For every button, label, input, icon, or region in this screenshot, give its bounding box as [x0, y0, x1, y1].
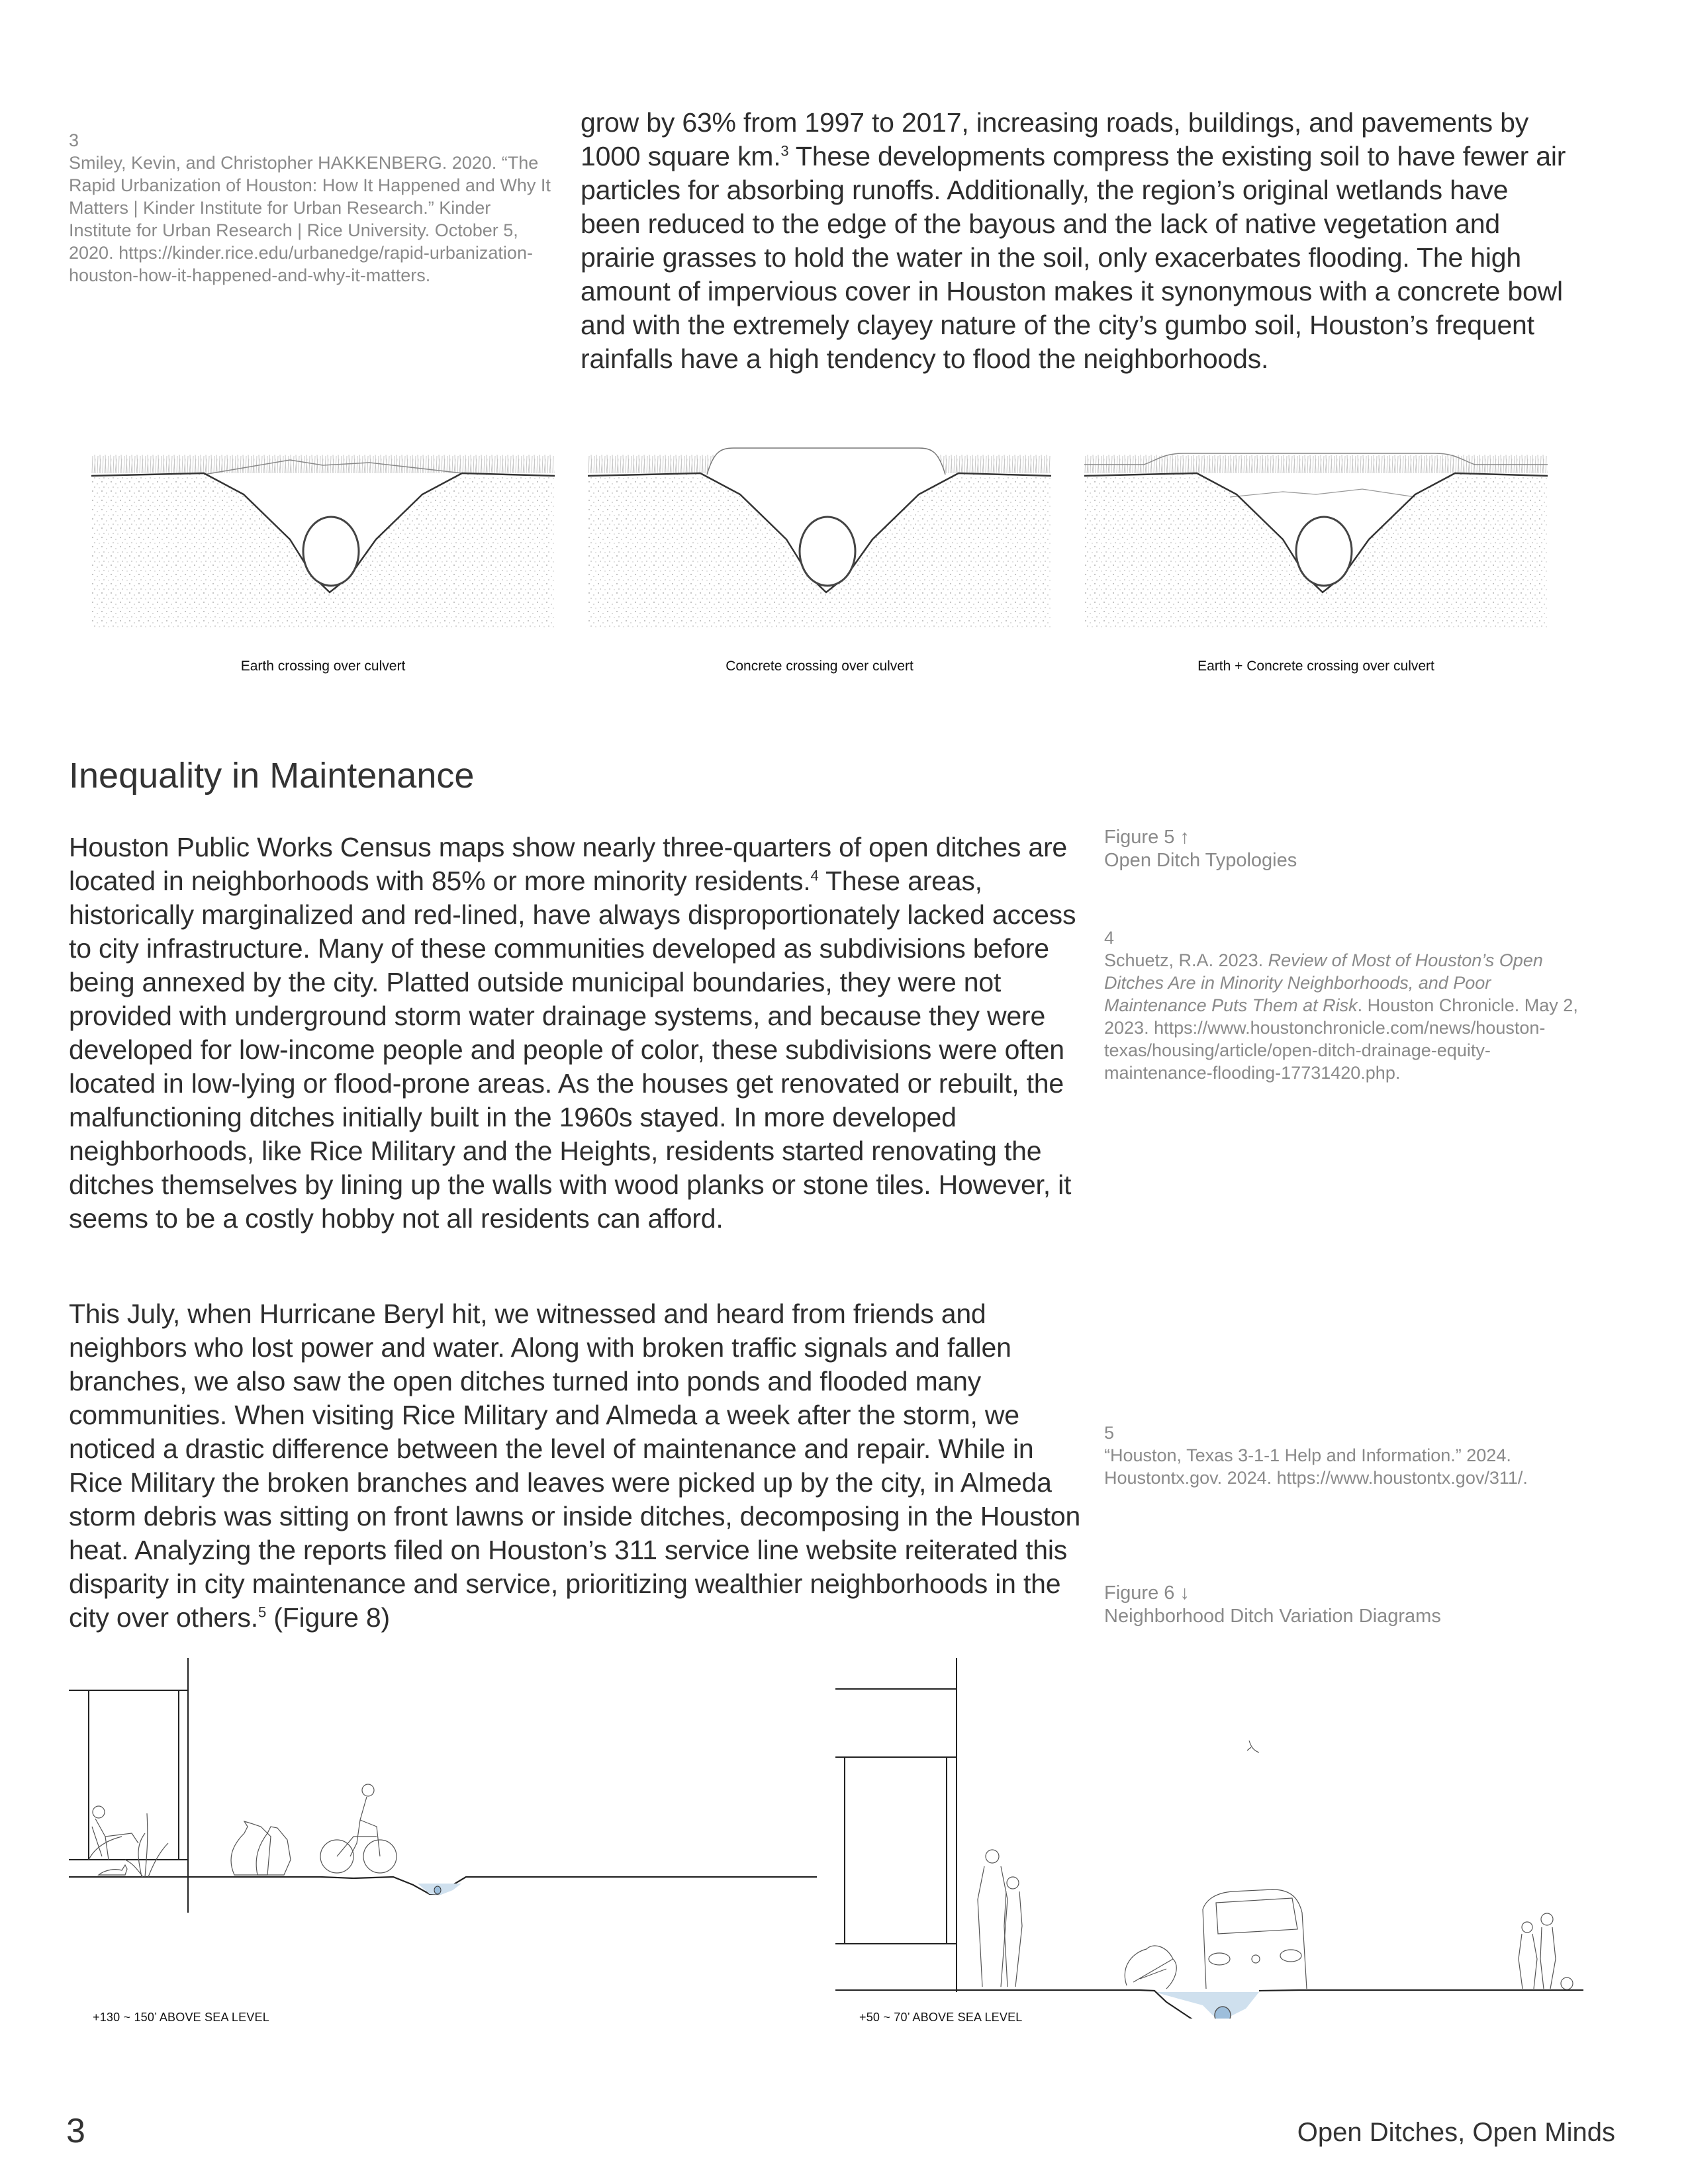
figure-6-caption — [1104, 1582, 1587, 1628]
footnote-4 — [1104, 927, 1587, 1084]
panel-concrete-crossing — [588, 448, 1051, 629]
figure-5-title: Open Ditch Typologies — [1104, 850, 1297, 871]
figure-6-label: Figure 6 ↓ — [1104, 1582, 1190, 1604]
figure-5-typologies — [91, 433, 1561, 685]
culvert-pipe — [1296, 517, 1352, 586]
section-drawing — [69, 1648, 823, 2019]
section-drawing — [835, 1648, 1590, 2019]
adult-and-child-icon — [978, 1850, 1022, 1987]
caption-earth-concrete: Earth + Concrete crossing over culvert — [1197, 659, 1434, 674]
paragraph-1 — [69, 831, 1082, 1236]
paragraph-2-text-b: (Figure 8) — [266, 1602, 390, 1633]
section-heading: Inequality in Maintenance — [69, 756, 475, 796]
storm-debris-icon — [1125, 1946, 1176, 1989]
cyclist-icon — [320, 1784, 397, 1873]
caption-earth: Earth crossing over culvert — [240, 659, 406, 674]
paragraph-1-text-b: These areas, historically marginalized and red-lined, have always disproportionately lacked access to city infrastructure. Many of these communities developed as subdivisions before being annexed by the city. Platted outside municipal boundaries, they were not provided with underground storm water drainage systems, and because they were developed for low-income people and people of color, these subdivisions were often located in low-lying or flood-prone areas. As the houses get renovated or rebuilt, the malfunctioning ditches initially built in the 1960s stayed. In more developed neighborhoods, like Rice Military and the Heights, residents started renovating the ditches themselves by lining up the walls with wood planks or stone tiles. However, it seems to be a costly hobby not all residents can afford. — [69, 866, 1076, 1234]
trash-bags-icon — [231, 1821, 291, 1875]
panel-earth-crossing — [91, 453, 555, 629]
paragraph-1-text-a: Houston Public Works Census maps show nearly three-quarters of open ditches are located in neighborhoods with 85% or more minority residents. — [69, 832, 1068, 896]
footnote-text: “Houston, Texas 3-1-1 Help and Information.” 2024. Houstontx.gov. 2024. https://www.houstontx.gov/311/. — [1104, 1445, 1528, 1488]
elevation-label-low: +50 ~ 70’ ABOVE SEA LEVEL — [859, 2011, 1023, 2024]
culvert-pipe — [800, 517, 855, 586]
figure-5-label: Figure 5 ↑ — [1104, 827, 1190, 848]
footnote-ref-4[interactable]: 4 — [810, 867, 819, 884]
footnote-3 — [69, 129, 552, 287]
page-number: 3 — [66, 2112, 85, 2150]
footnote-number: 3 — [69, 130, 79, 150]
intro-paragraph — [581, 106, 1573, 376]
culvert-pipe — [303, 517, 359, 586]
figure-6-title: Neighborhood Ditch Variation Diagrams — [1104, 1606, 1441, 1627]
intro-text-1: grow by 63% from 1997 to 2017, increasing roads, buildings, and pavements by 1000 square km. — [581, 107, 1529, 171]
panel-earth-concrete-crossing — [1084, 453, 1548, 629]
grass-texture — [1084, 453, 1548, 473]
elevation-label-high: +130 ~ 150’ ABOVE SEA LEVEL — [93, 2011, 269, 2024]
footnote-prefix: Schuetz, R.A. 2023. — [1104, 950, 1268, 970]
paragraph-2-text-a: This July, when Hurricane Beryl hit, we witnessed and heard from friends and neighbors who lost power and water. Along with broken traffic signals and fallen branches, we also saw the open ditches turned into ponds and flooded many communities. When visiting Rice Military and Almeda a week after the storm, we noticed a drastic difference between the level of maintenance and repair. While in Rice Military the broken branches and leaves were picked up by the city, in Almeda storm debris was sitting on front lawns or inside ditches, decomposing in the Houston heat. Analyzing the reports filed on Houston’s 311 service line website reiterated this disparity in city maintenance and service, prioritizing wealthier neighborhoods in the city over others. — [69, 1298, 1081, 1633]
drain-pipe — [1215, 2007, 1231, 2019]
footnote-ref-3[interactable]: 3 — [780, 142, 789, 159]
ground-line — [1259, 1990, 1583, 1991]
footnote-5 — [1104, 1422, 1587, 1489]
culvert-diagrams — [91, 433, 1561, 632]
children-playing-icon — [1519, 1913, 1573, 1989]
cat-icon — [99, 1865, 127, 1875]
ditch-diagram-high-elevation — [69, 1648, 823, 2058]
bird-icon — [1247, 1741, 1259, 1752]
running-title: Open Ditches, Open Minds — [1297, 2118, 1615, 2147]
paragraph-2 — [69, 1297, 1082, 1635]
footnote-number: 5 — [1104, 1423, 1115, 1443]
concrete-slab — [707, 448, 945, 475]
figure-5-caption — [1104, 826, 1568, 872]
drain-pipe — [434, 1886, 441, 1894]
footnote-suffix: . Houston Chronicle. May 2, 2023. https://www.houstonchronicle.com/news/houston-texas/housing/article/open-ditch-drainage-equity-maintenance-flooding-17731420.php. — [1104, 995, 1578, 1083]
car-icon — [1203, 1889, 1307, 1989]
person-in-rocking-chair-icon — [89, 1806, 138, 1860]
grass-texture — [91, 453, 555, 473]
ditch-diagram-low-elevation — [835, 1648, 1590, 2058]
footnote-ref-5[interactable]: 5 — [258, 1604, 267, 1621]
plant-icon — [125, 1813, 168, 1877]
footnote-number: 4 — [1104, 928, 1115, 948]
footnote-text: Smiley, Kevin, and Christopher HAKKENBERG. 2020. “The Rapid Urbanization of Houston: How It Happened and Why It Matters | Kinder Institute for Urban Research.” Kinder Institute for Urban Research | Rice University. October 5, 2020. https://kinder.rice.edu/urbanedge/rapid-urbanization-houston-how-it-happened-and-why-it-matters. — [69, 153, 551, 285]
intro-text-2: These developments compress the existing soil to have fewer air particles for absorbing runoffs. Additionally, the region’s original wetlands have been reduced to the edge of the bayous and the lack of native vegetation and prairie grasses to hold the water in the soil, only exacerbates flooding. The high amount of impervious cover in Houston makes it synonymous with a concrete bowl and with the extremely clayey nature of the city’s gumbo soil, Houston’s frequent rainfalls have a high tendency to flood the neighborhoods. — [581, 141, 1566, 374]
caption-concrete: Concrete crossing over culvert — [726, 659, 914, 674]
footnote-article-title: Review of Most of Houston’s Open Ditches Are in Minority Neighborhoods, and Poor Maintenance Puts Them at Risk — [1104, 950, 1543, 1015]
earth-fill-line — [1230, 489, 1415, 497]
